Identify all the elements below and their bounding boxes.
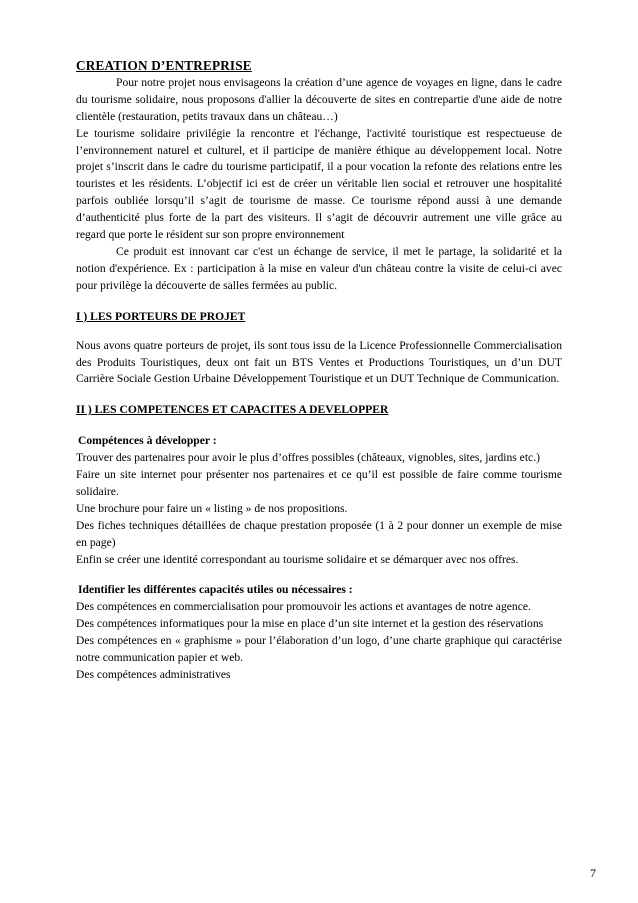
skill-item: Faire un site internet pour présenter nos partenaires et ce qu’il est possible de faire comme tourisme solidaire. xyxy=(76,468,562,498)
page-number: 7 xyxy=(590,866,596,880)
capacity-item: Des compétences administratives xyxy=(76,668,231,681)
skill-item: Une brochure pour faire un « listing » de nos propositions. xyxy=(76,501,348,515)
capacity-item: Des compétences en « graphisme » pour l’élaboration d’un logo, d’une charte graphique qui caractérise notre communication papier et web. xyxy=(76,634,562,665)
skill-item: Des fiches techniques détaillées de chaque prestation proposée (1 à 2 pour donner un exemple de mise en page) xyxy=(76,518,562,549)
intro-paragraph-2: Le tourisme solidaire privilégie la rencontre et l'échange, l'activité touristique est respectueuse de l’environnement naturel et culturel, et il participe de manière éthique au développement local. Notre projet s’inscrit dans le cadre du tourisme participatif, il a pour vocation la refonte des relations entre les touristes et les résidents. L’objectif ici est de créer un véritable lien social et retrouver une hospitalité parfois oubliée lorsqu’il s’agit de tourisme de masse. Ce tourisme répond aussi à une demande d’authenticité plus forte de la part des visiteurs. Il s’agit de découvrir autrement une ville grâce au regard que porte le résident sur son propre environnement xyxy=(76,126,562,242)
capacity-item: Des compétences informatiques pour la mise en place d’un site internet et la gestion des réservations xyxy=(76,617,544,631)
skill-item: Enfin se créer une identité correspondant au tourisme solidaire et se démarquer avec nos offres. xyxy=(76,552,519,566)
sub-heading-capacities: Identifier les différentes capacités utiles ou nécessaires : xyxy=(78,583,353,597)
skill-item: Trouver des partenaires pour avoir le plus d’offres possibles (châteaux, vignobles, sites, jardins etc.) xyxy=(76,451,540,465)
section-1-heading: I ) LES PORTEURS DE PROJET xyxy=(76,309,246,323)
sub-heading-skills: Compétences à développer : xyxy=(78,434,217,448)
intro-paragraph-3: Ce produit est innovant car c'est un échange de service, il met le partage, la solidarité et la notion d'expérience. Ex : participation à la mise en valeur d'un château contre la visite de celui-ci avec pour privilège la découverte de salles fermées au public. xyxy=(76,244,562,292)
section-1-text: Nous avons quatre porteurs de projet, ils sont tous issu de la Licence Professionnelle Commercialisation des Produits Touristiques, deux ont fait un BTS Ventes et Productions Touristiques, un d’un DUT Carrière Sociale Gestion Urbaine Développement Touristique et un DUT Technique de Communication. xyxy=(76,338,562,386)
page-title: CREATION D’ENTREPRISE xyxy=(76,58,252,73)
page-content xyxy=(76,58,562,684)
capacity-item: Des compétences en commercialisation pour promouvoir les actions et avantages de notre agence. xyxy=(76,600,531,614)
section-2-heading: II ) LES COMPETENCES ET CAPACITES A DEVELOPPER xyxy=(76,403,389,417)
intro-paragraph-1: Pour notre projet nous envisageons la création d’une agence de voyages en ligne, dans le cadre du tourisme solidaire, nous proposons d'allier la découverte de sites en contrepartie d'une aide de notre clientèle (restauration, petits travaux dans un château…) xyxy=(76,75,562,123)
